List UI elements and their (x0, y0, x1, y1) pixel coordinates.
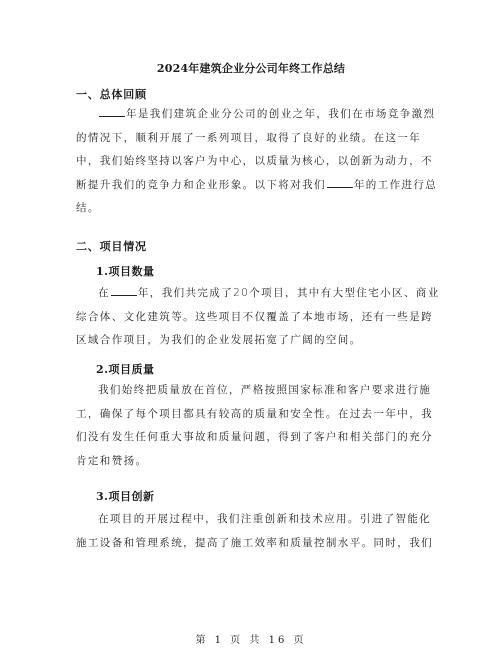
paragraph-line: 工，确保了每个项目都具有较高的质量和安全性。在过去一年中，我 (76, 407, 433, 420)
section-heading-projects: 二、项目情况 (76, 240, 147, 253)
paragraph-quality (76, 379, 433, 473)
document-title: 2024年建筑企业分公司年终工作总结 (156, 62, 346, 75)
paragraph-overview (76, 103, 438, 221)
paragraph-line: 我们始终把质量放在首位，严格按照国家标准和客户要求进行施 (98, 384, 432, 396)
paragraph-line: 综合体、文化建筑等。这些项目不仅覆盖了本地市场，还有一些是跨 (76, 310, 433, 323)
subsection-heading-innovation: 3.项目创新 (96, 490, 155, 503)
paragraph-line (76, 174, 438, 198)
fill-in-blank (111, 285, 137, 296)
paragraph-line: 区域合作项目，为我们的企业发展拓宽了广阔的空间。 (76, 334, 362, 346)
section-heading-overview: 一、总体回顾 (76, 88, 147, 101)
paragraph-line: 中，我们始终坚持以客户为中心，以质量为核心，以创新为动力，不 (76, 155, 433, 167)
fill-in-blank (327, 177, 353, 188)
text-run: 年是我们建筑企业分公司的创业之年，我们在市场竞争激烈 (126, 108, 436, 120)
paragraph-line: 施工设备和管理系统，提高了施工效率和质量控制水平。同时，我们 (76, 536, 433, 549)
page-number-footer: 第 1 页 共 16 页 (195, 635, 307, 646)
paragraph-line: 的情况下，顺利开展了一系列项目，取得了良好的业绩。在这一年 (76, 131, 422, 144)
paragraph-line: 们没有发生任何重大事故和质量问题，得到了客户和相关部门的充分 (76, 431, 433, 443)
paragraph-innovation (76, 508, 433, 555)
paragraph-quantity (76, 282, 440, 353)
text-run: 年，我们共完成了20个项目，其中有大型住宅小区、商业 (137, 287, 440, 299)
subsection-heading-quantity: 1.项目数量 (96, 265, 155, 278)
text-run: 年的工作进行总 (353, 178, 438, 191)
paragraph-line: 在项目的开展过程中，我们注重创新和技术应用。引进了智能化 (98, 513, 432, 525)
paragraph-line (76, 103, 436, 127)
paragraph-line: 结。 (76, 202, 100, 214)
paragraph-line: 肯定和赞扬。 (76, 454, 148, 467)
text-run: 断提升我们的竞争力和企业形象。以下将对我们 (76, 178, 326, 191)
paragraph-line (76, 282, 440, 306)
fill-in-blank (99, 106, 125, 117)
subsection-heading-quality: 2.项目质量 (96, 363, 155, 376)
text-run: 在 (98, 287, 110, 299)
